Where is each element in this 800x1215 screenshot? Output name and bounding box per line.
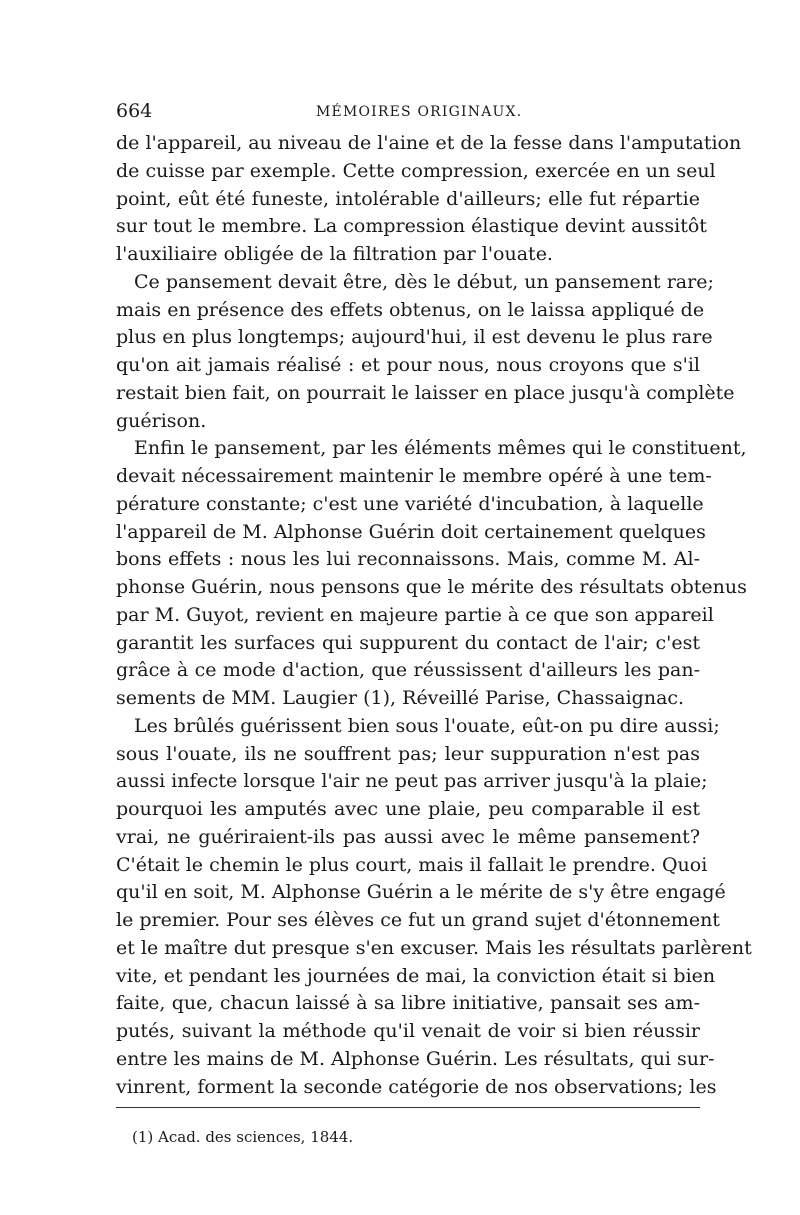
text-line: entre les mains de M. Alphonse Guérin. Les résultats, qui sur- [116, 1047, 715, 1070]
text-line: vrai, ne guériraient-ils pas aussi avec le même pansement? [116, 825, 700, 848]
text-line: sements de MM. Laugier (1), Réveillé Parise, Chassaignac. [116, 687, 685, 709]
paragraph-start-line: Les brûlés guérissent bien sous l'ouate, eût-on pu dire aussi; [134, 714, 720, 737]
text-line: restait bien fait, on pourrait le laisser en place jusqu'à complète [116, 381, 735, 404]
text-line: de cuisse par exemple. Cette compression, exercée en un seul [116, 159, 716, 182]
text-line: de l'appareil, au niveau de l'aine et de la fesse dans l'amputation [116, 132, 742, 154]
text-line: aussi infecte lorsque l'air ne peut pas arriver jusqu'à la plaie; [116, 770, 708, 793]
text-line: bons effets : nous les lui reconnaissons. Mais, comme M. Al- [116, 548, 700, 571]
text-line: sous l'ouate, ils ne souffrent pas; leur suppuration n'est pas [116, 742, 700, 765]
text-line: point, eût été funeste, intolérable d'ailleurs; elle fut répartie [116, 187, 700, 210]
text-line: le premier. Pour ses élèves ce fut un grand sujet d'étonnement [116, 909, 720, 931]
text-line: par M. Guyot, revient en majeure partie à ce que son appareil [116, 603, 714, 626]
body-text [116, 130, 752, 1101]
running-title: MÉMOIRES ORIGINAUX. [316, 104, 523, 120]
text-line: l'appareil de M. Alphonse Guérin doit certainement quelques [116, 520, 706, 543]
text-line: qu'il en soit, M. Alphonse Guérin a le mérite de s'y être engagé [116, 881, 726, 904]
text-line: l'auxiliaire obligée de la filtration par l'ouate. [116, 243, 553, 265]
text-line: putés, suivant la méthode qu'il venait de voir si bien réussir [116, 1020, 700, 1042]
text-line: guérison. [116, 409, 207, 432]
text-line: et le maître dut presque s'en excuser. Mais les résultats parlèrent [116, 936, 752, 959]
footnote: (1) Acad. des sciences, 1844. [132, 1128, 354, 1146]
paragraph-start-line: Enfin le pansement, par les éléments mêmes qui le constituent, [134, 437, 747, 460]
text-line: vinrent, forment la seconde catégorie de nos observations; les [116, 1075, 717, 1098]
footnote-divider [116, 1107, 700, 1108]
text-line: grâce à ce mode d'action, que réussissent d'ailleurs les pan- [116, 659, 700, 682]
text-line: pérature constante; c'est une variété d'incubation, à laquelle [116, 492, 704, 515]
text-line: qu'on ait jamais réalisé : et pour nous, nous croyons que s'il [116, 354, 700, 376]
text-line: faite, que, chacun laissé à sa libre initiative, pansait ses am- [116, 992, 700, 1015]
text-line: phonse Guérin, nous pensons que le mérite des résultats obtenus [116, 576, 747, 598]
text-line: garantit les surfaces qui suppurent du contact de l'air; c'est [116, 631, 700, 654]
text-line: sur tout le membre. La compression élastique devint aussitôt [116, 215, 707, 238]
text-line: vite, et pendant les journées de mai, la conviction était si bien [116, 964, 716, 987]
page-number: 664 [116, 100, 153, 122]
text-line: mais en présence des effets obtenus, on le laissa appliqué de [116, 298, 705, 321]
text-line: pourquoi les amputés avec une plaie, peu comparable il est [116, 798, 700, 820]
page-header [116, 98, 700, 126]
paragraph-start-line: Ce pansement devait être, dès le début, un pansement rare; [134, 270, 714, 293]
text-line: devait nécessairement maintenir le membre opéré à une tem- [116, 465, 712, 487]
text-line: plus en plus longtemps; aujourd'hui, il est devenu le plus rare [116, 326, 713, 349]
text-line: C'était le chemin le plus court, mais il fallait le prendre. Quoi [116, 853, 708, 876]
